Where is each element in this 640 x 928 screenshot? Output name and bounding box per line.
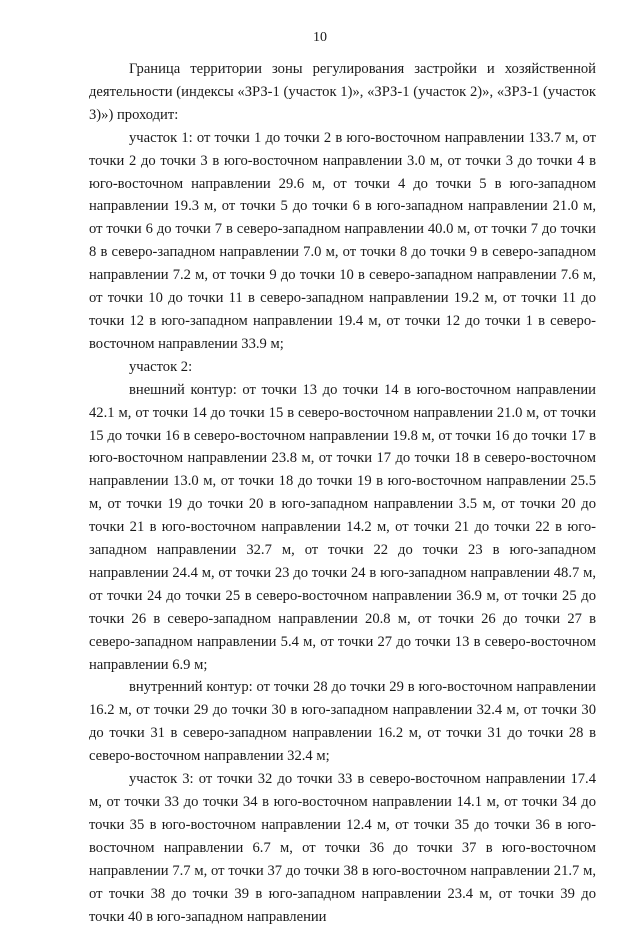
page-number: 10 bbox=[313, 30, 327, 45]
document-body bbox=[89, 58, 596, 928]
section-1-paragraph: участок 1: от точки 1 до точки 2 в юго-восточном направлении 133.7 м, от точки 2 до точки 3 в юго-восточном направлении 3.0 м, от точки 3 до точки 4 в юго-восточном направлении 29.6 м, от точки 4 до точки 5 в юго-западном направлении 19.3 м, от точки 5 до точки 6 в юго-западном направлении 21.0 м, от точки 6 до точки 7 в северо-западном направлении 40.0 м, от точки 7 до точки 8 в северо-западном направлении 7.0 м, от точки 8 до точки 9 в северо-западном направлении 7.2 м, от точки 9 до точки 10 в северо-западном направлении 7.6 м, от точки 10 до точки 11 в северо-западном направлении 19.2 м, от точки 11 до точки 12 в юго-западном направлении 19.4 м, от точки 12 до точки 1 в северо-восточном направлении 33.9 м; bbox=[89, 129, 596, 352]
section-2-inner-contour: внутренний контур: от точки 28 до точки 29 в юго-восточном направлении 16.2 м, от точки 29 до точки 30 в юго-западном направлении 32.4 м, от точки 30 до точки 31 в северо-западном направлении 16.2 м, от точки 31 до точки 28 в северо-восточном направлении 32.4 м; bbox=[89, 679, 596, 765]
intro-paragraph: Граница территории зоны регулирования застройки и хозяйственной деятельности (индексы «ЗРЗ-1 (участок 1)», «ЗРЗ-1 (участок 2)», «ЗРЗ-1 (участок 3)») проходит: bbox=[89, 61, 596, 123]
section-2-outer-contour: внешний контур: от точки 13 до точки 14 в юго-восточном направлении 42.1 м, от точки 14 до точки 15 в северо-восточном направлении 21.0 м, от точки 15 до точки 16 в северо-восточном направлении 19.8 м, от точки 16 до точки 17 в юго-восточном направлении 23.8 м, от точки 17 до точки 18 в северо-восточном направлении 13.0 м, от точки 18 до точки 19 в юго-восточном направлении 25.5 м, от точки 19 до точки 20 в юго-западном направлении 3.5 м, от точки 20 до точки 21 в юго-восточном направлении 14.2 м, от точки 21 до точки 22 в юго-западном направлении 32.7 м, от точки 22 до точки 23 в юго-западном направлении 24.4 м, от точки 23 до точки 24 в юго-западном направлении 48.7 м, от точки 24 до точки 25 в северо-восточном направлении 36.9 м, от точки 25 до точки 26 в северо-западном направлении 20.8 м, от точки 26 до точки 27 в северо-западном направлении 5.4 м, от точки 27 до точки 13 в северо-восточном направлении 6.9 м; bbox=[89, 381, 596, 673]
section-2-heading: участок 2: bbox=[129, 358, 193, 375]
section-3-paragraph: участок 3: от точки 32 до точки 33 в северо-восточном направлении 17.4 м, от точки 33 до точки 34 в юго-восточном направлении 14.1 м, от точки 34 до точки 35 в юго-восточном направлении 12.4 м, от точки 35 до точки 36 в юго-восточном направлении 6.7 м, от точки 36 до точки 37 в юго-восточном направлении 7.7 м, от точки 37 до точки 38 в юго-восточном направлении 21.7 м, от точки 38 до точки 39 в юго-западном направлении 23.4 м, от точки 39 до точки 40 в юго-западном направлении bbox=[89, 771, 596, 925]
